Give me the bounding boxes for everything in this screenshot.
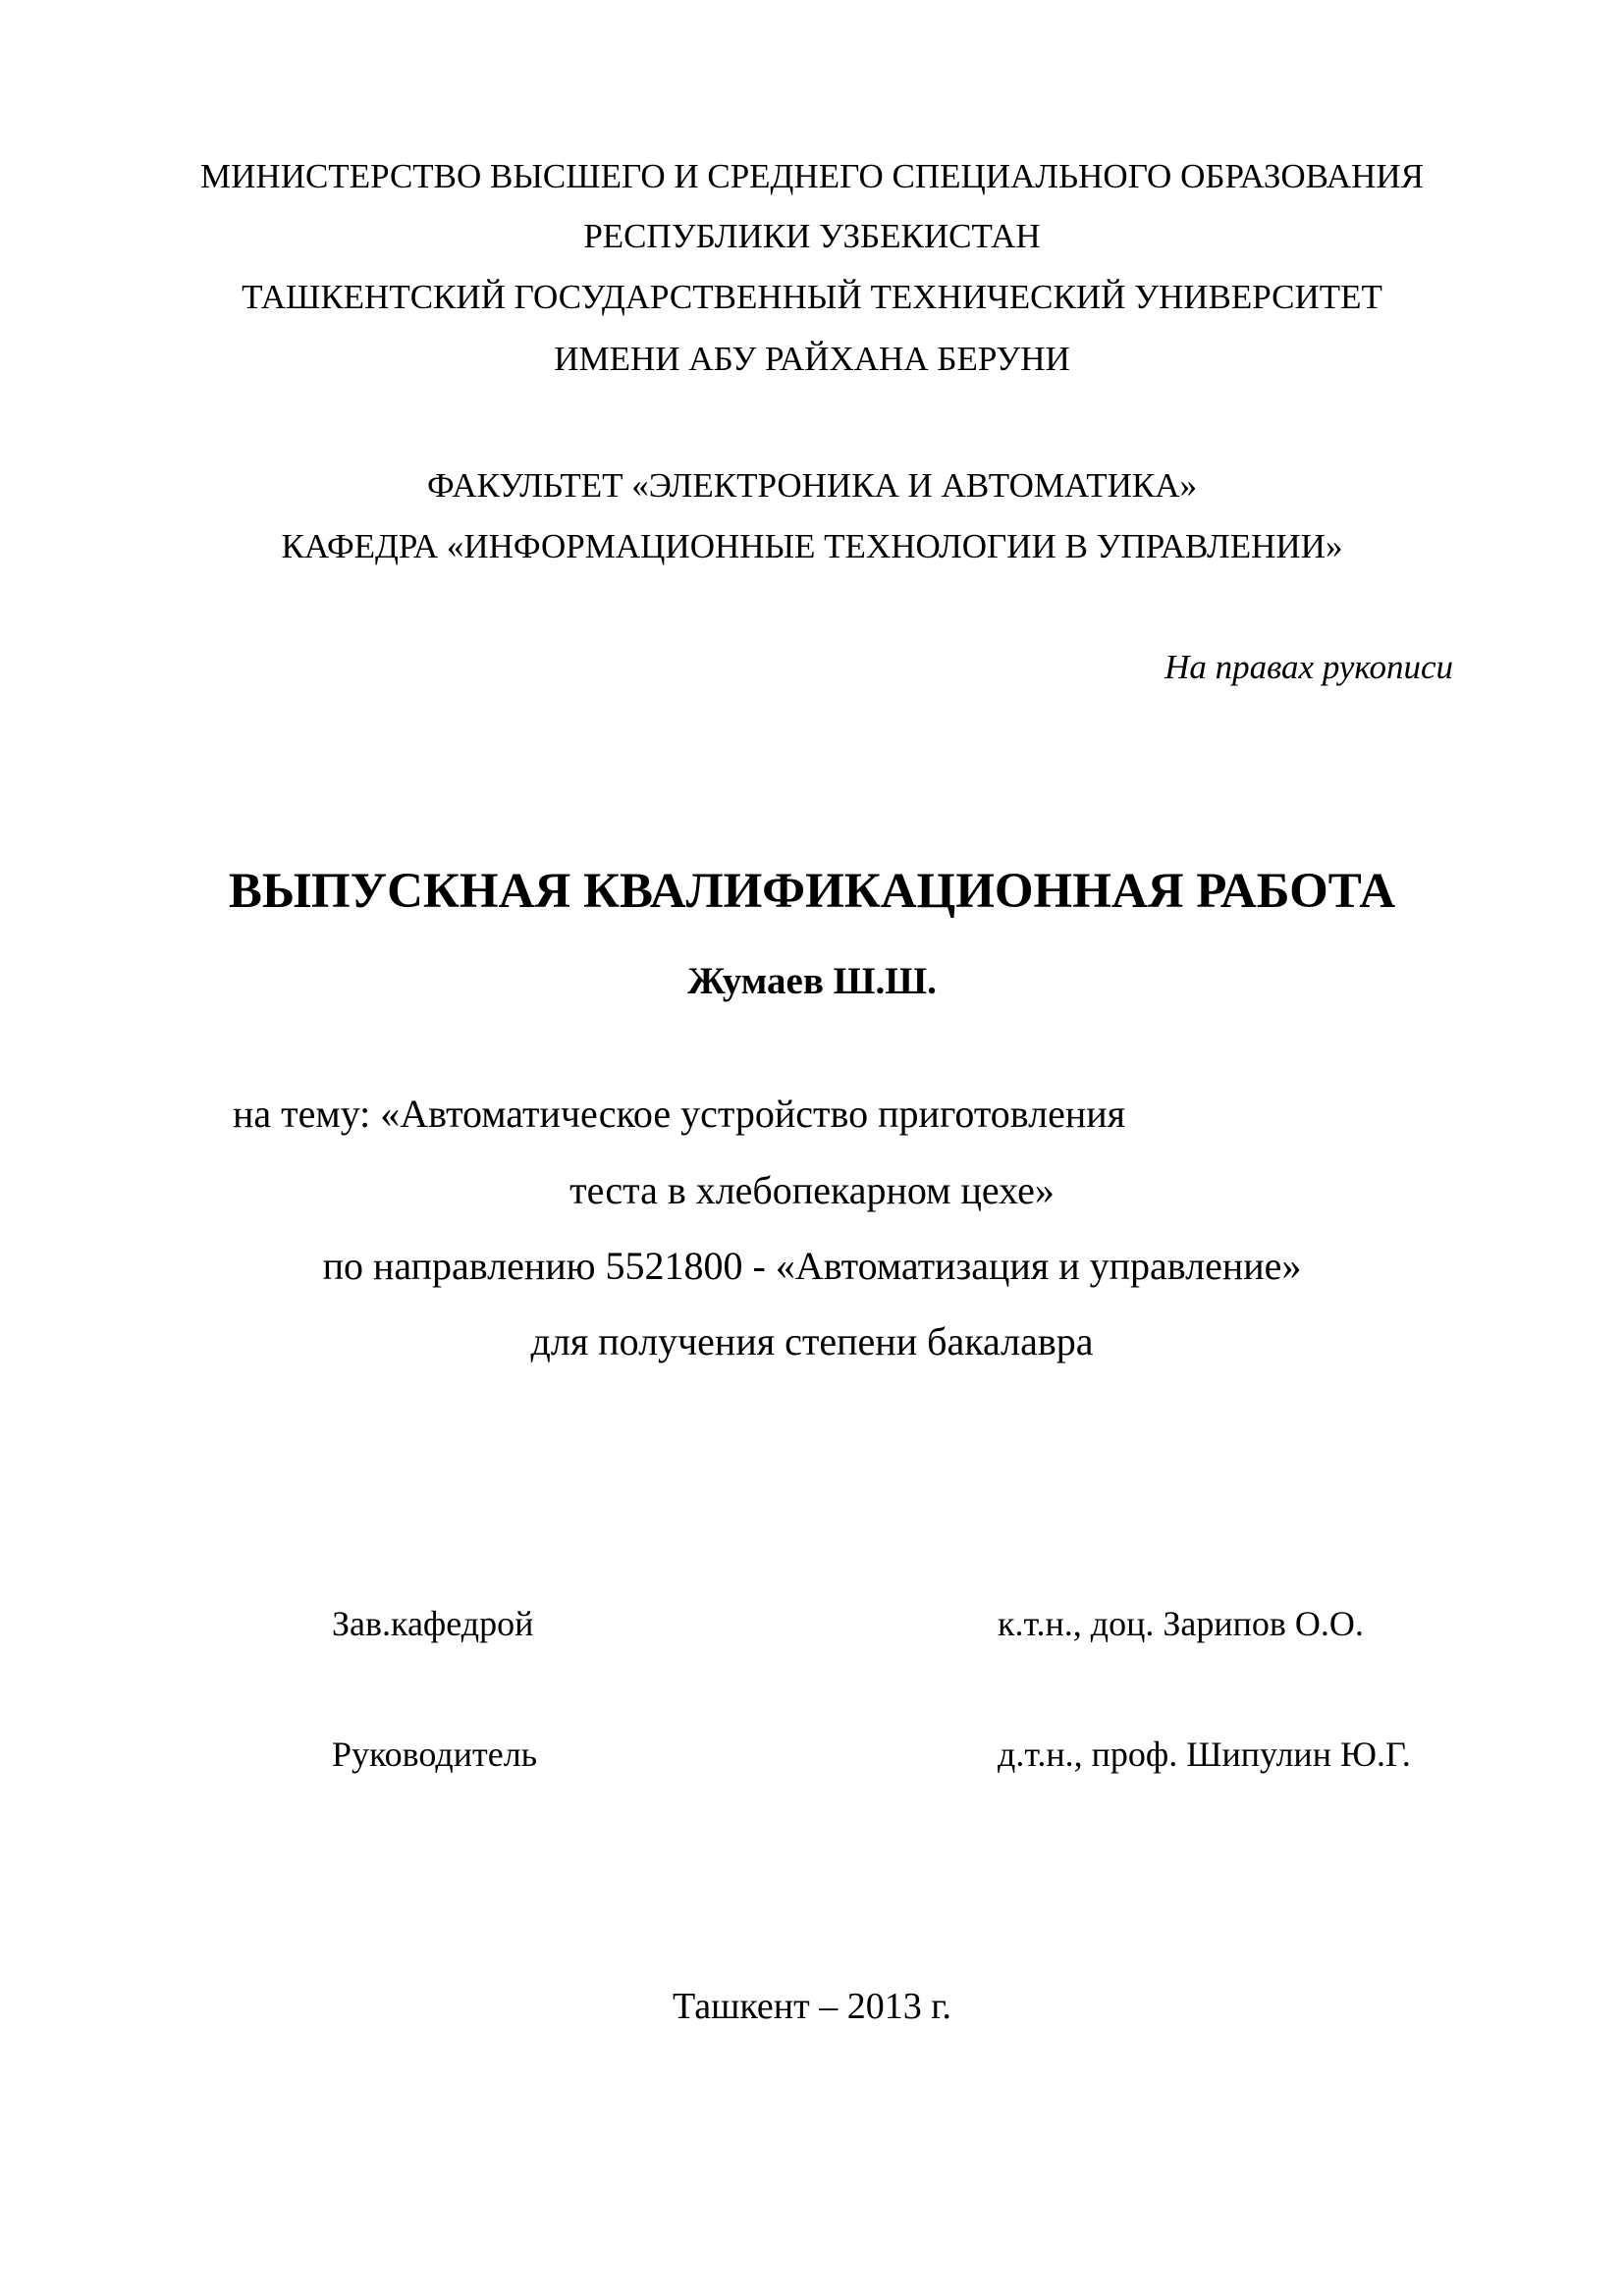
ministry-line-2: РЕСПУБЛИКИ УЗБЕКИСТАН: [583, 217, 1041, 255]
signature-role-supervisor: Руководитель: [332, 1735, 538, 1774]
university-line-1: ТАШКЕНТСКИЙ ГОСУДАРСТВЕННЫЙ ТЕХНИЧЕСКИЙ УНИВЕРСИТЕТ: [242, 278, 1382, 316]
signature-name-supervisor: д.т.н., проф. Шипулин Ю.Г.: [998, 1735, 1411, 1774]
topic-line-4: для получения степени бакалавра: [530, 1319, 1094, 1363]
topic-line-2: теста в хлебопекарном цехе»: [569, 1168, 1055, 1212]
city-year: Ташкент – 2013 г.: [672, 1986, 952, 2027]
faculty-line: ФАКУЛЬТЕТ «ЭЛЕКТРОНИКА И АВТОМАТИКА»: [426, 466, 1198, 505]
manuscript-note: На правах рукописи: [1164, 648, 1453, 686]
topic-line-3: по направлению 5521800 - «Автоматизация и управление»: [322, 1244, 1302, 1288]
document-title: ВЫПУСКНАЯ КВАЛИФИКАЦИОННАЯ РАБОТА: [228, 864, 1396, 919]
department-line: КАФЕДРА «ИНФОРМАЦИОННЫЕ ТЕХНОЛОГИИ В УПРАВЛЕНИИ»: [281, 527, 1343, 565]
ministry-line-1: МИНИСТЕРСТВО ВЫСШЕГО И СРЕДНЕГО СПЕЦИАЛЬНОГО ОБРАЗОВАНИЯ: [200, 157, 1424, 195]
university-line-2: ИМЕНИ АБУ РАЙХАНА БЕРУНИ: [554, 340, 1070, 378]
signature-name-head: к.т.н., доц. Зарипов О.О.: [998, 1604, 1364, 1643]
signature-role-head: Зав.кафедрой: [332, 1604, 534, 1643]
author-name: Жумаев Ш.Ш.: [687, 960, 937, 1002]
topic-line-1: на тему: «Автоматическое устройство приготовления: [233, 1092, 1126, 1136]
